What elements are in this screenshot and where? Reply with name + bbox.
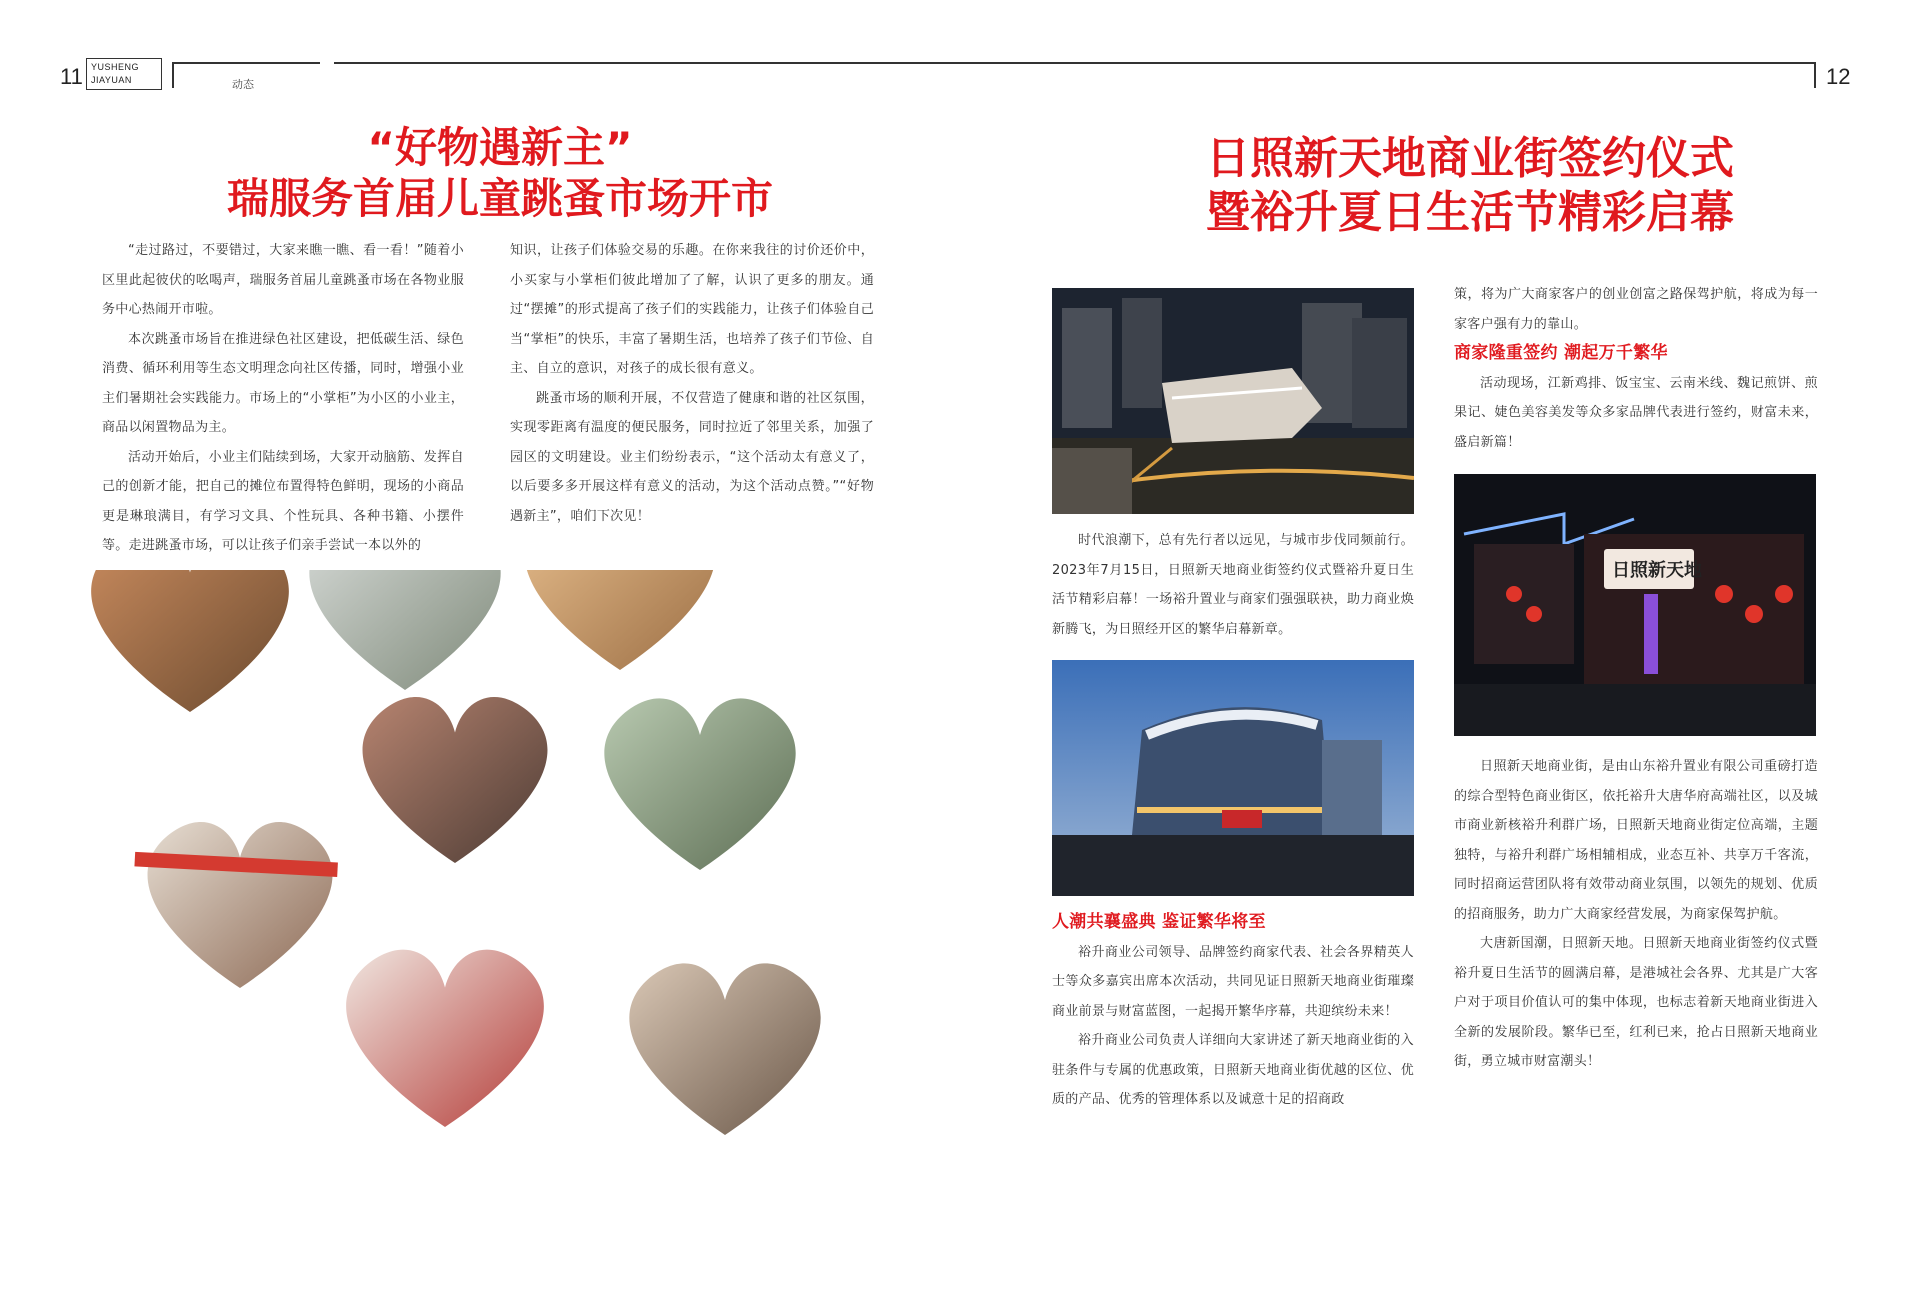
header-divider-left (172, 62, 174, 88)
logo-line2: JIAYUAN (91, 75, 132, 85)
heart-photo-7 (346, 950, 544, 1127)
left-article-column-1 (102, 236, 464, 561)
logo-line1: YUSHENG (91, 62, 140, 72)
photo-mall-crowd (1052, 660, 1414, 896)
right-title-line1: 日照新天地商业街签约仪式 (1206, 133, 1734, 184)
page-number-right: 12 (1826, 64, 1851, 89)
left-article-column-2 (510, 236, 874, 531)
left-col1-para-3: 活动开始后，小业主们陆续到场，大家开动脑筋、发挥自己的创新才能，把自己的摊位布置得特色鲜明，现场的小商品更是琳琅满目，有学习文具、个性玩具、各种书籍、小摆件等。走进跳蚤市场，可以让孩子们亲手尝试一本以外的 (102, 449, 464, 553)
header-rule-left (172, 62, 320, 64)
storefront-sign-text: 日照新天地 (1612, 560, 1702, 581)
subhead-signing: 商家隆重签约 潮起万千繁华 (1454, 343, 1668, 363)
header-rule-right (334, 62, 1814, 64)
right-col1-intro: 时代浪潮下，总有先行者以远见，与城市步伐同频前行。2023年7月15日，日照新天地商业街签约仪式暨裕升夏日生活节精彩启幕！一场裕升置业与商家们强强联袂，助力商业焕新腾飞，为日照经开区的繁华启幕新章。 (1052, 533, 1414, 637)
photo-aerial-night-view (1052, 288, 1414, 514)
heart-photo-6 (134, 822, 337, 988)
right-article-column-1-body (1052, 908, 1414, 1115)
left-col2-para-1: 知识，让孩子们体验交易的乐趣。在你来我往的讨价还价中，小买家与小掌柜们彼此增加了了解，认识了更多的朋友。通过“摆摊”的形式提高了孩子们的实践能力，让孩子们体验自己当“掌柜”的快乐，丰富了暑期生活，也培养了孩子们节俭、自主、自立的意识，对孩子的成长很有意义。 (510, 243, 874, 376)
left-col1-para-1: “走过路过，不要错过，大家来瞧一瞧、看一看！”随着小区里此起彼伏的吆喝声，瑞服务首届儿童跳蚤市场在各物业服务中心热闹开市啦。 (102, 243, 464, 317)
right-col2-para-2: 大唐新国潮，日照新天地。日照新天地商业街签约仪式暨裕升夏日生活节的圆满启幕，是港城社会各界、尤其是广大客户对于项目价值认可的集中体现，也标志着新天地商业街进入全新的发展阶段。繁华已至，红利已来，抢占日照新天地商业街，勇立城市财富潮头！ (1454, 936, 1818, 1069)
subhead-crowd: 人潮共襄盛典 鉴证繁华将至 (1052, 912, 1266, 932)
left-col1-para-2: 本次跳蚤市场旨在推进绿色社区建设，把低碳生活、绿色消费、循环利用等生态文明理念向社区传播，同时，增强小业主们暑期社会实践能力。市场上的“小掌柜”为小区的小业主，商品以闲置物品为主。 (102, 331, 464, 435)
left-col2-para-2: 跳蚤市场的顺利开展，不仅营造了健康和谐的社区氛围，实现零距离有温度的便民服务，同时拉近了邻里关系，加强了园区的文明建设。业主们纷纷表示，“这个活动太有意义了，以后要多多开展这样有意义的活动，为这个活动点赞。”“好物遇新主”，咱们下次见！ (510, 390, 874, 524)
heart-photo-collage (60, 570, 910, 1250)
page-number-left: 11 (60, 64, 83, 89)
heart-photo-5 (604, 698, 795, 870)
heart-photo-2 (309, 570, 500, 690)
right-article-column-1 (1052, 526, 1414, 644)
right-col2-intro: 策，将为广大商家客户的创业创富之路保驾护航，将成为每一家客户强有力的靠山。 (1454, 287, 1818, 332)
heart-photo-1 (80, 570, 289, 712)
right-col1-para-1: 裕升商业公司领导、品牌签约商家代表、社会各界精英人士等众多嘉宾出席本次活动，共同见证日照新天地商业街璀璨商业前景与财富蓝图，一起揭开繁华序幕，共迎缤纷未来！ (1052, 944, 1414, 1019)
heart-photo-3 (524, 570, 715, 670)
right-col2-sign: 活动现场，江新鸡排、饭宝宝、云南米线、魏记煎饼、煎果记、婕色美容美发等众多家品牌代表进行签约，财富未来，盛启新篇！ (1454, 375, 1818, 450)
heart-photo-8 (629, 963, 820, 1135)
right-article-column-2 (1454, 280, 1818, 457)
left-article-title (190, 122, 810, 224)
left-title-line1: “好物遇新主” (367, 123, 633, 172)
section-label: 动态 (232, 78, 254, 91)
heart-photo-4 (363, 697, 548, 863)
photo-storefront-night (1454, 474, 1816, 736)
left-title-line2: 瑞服务首届儿童跳蚤市场开市 (226, 174, 773, 224)
header-divider-right (1814, 62, 1816, 88)
right-col2-para-1: 日照新天地商业街，是由山东裕升置业有限公司重磅打造的综合型特色商业街区，依托裕升大唐华府高端社区，以及城市商业新核裕升利群广场，日照新天地商业街定位高端，主题独特，与裕升利群广场相辅相成，业态互补、共享万千客流，同时招商运营团队将有效带动商业氛围，以领先的规划、优质的招商服务，助力广大商家经营发展，为商家保驾护航。 (1454, 759, 1818, 922)
magazine-logo (86, 58, 162, 90)
right-col1-para-2: 裕升商业公司负责人详细向大家讲述了新天地商业街的入驻条件与专属的优惠政策，日照新天地商业街优越的区位、优质的产品、优秀的管理体系以及诚意十足的招商政 (1052, 1033, 1414, 1107)
right-article-title (1160, 132, 1780, 239)
right-article-column-2-body (1454, 752, 1818, 1077)
right-title-line2: 暨裕升夏日生活节精彩启幕 (1206, 186, 1734, 238)
